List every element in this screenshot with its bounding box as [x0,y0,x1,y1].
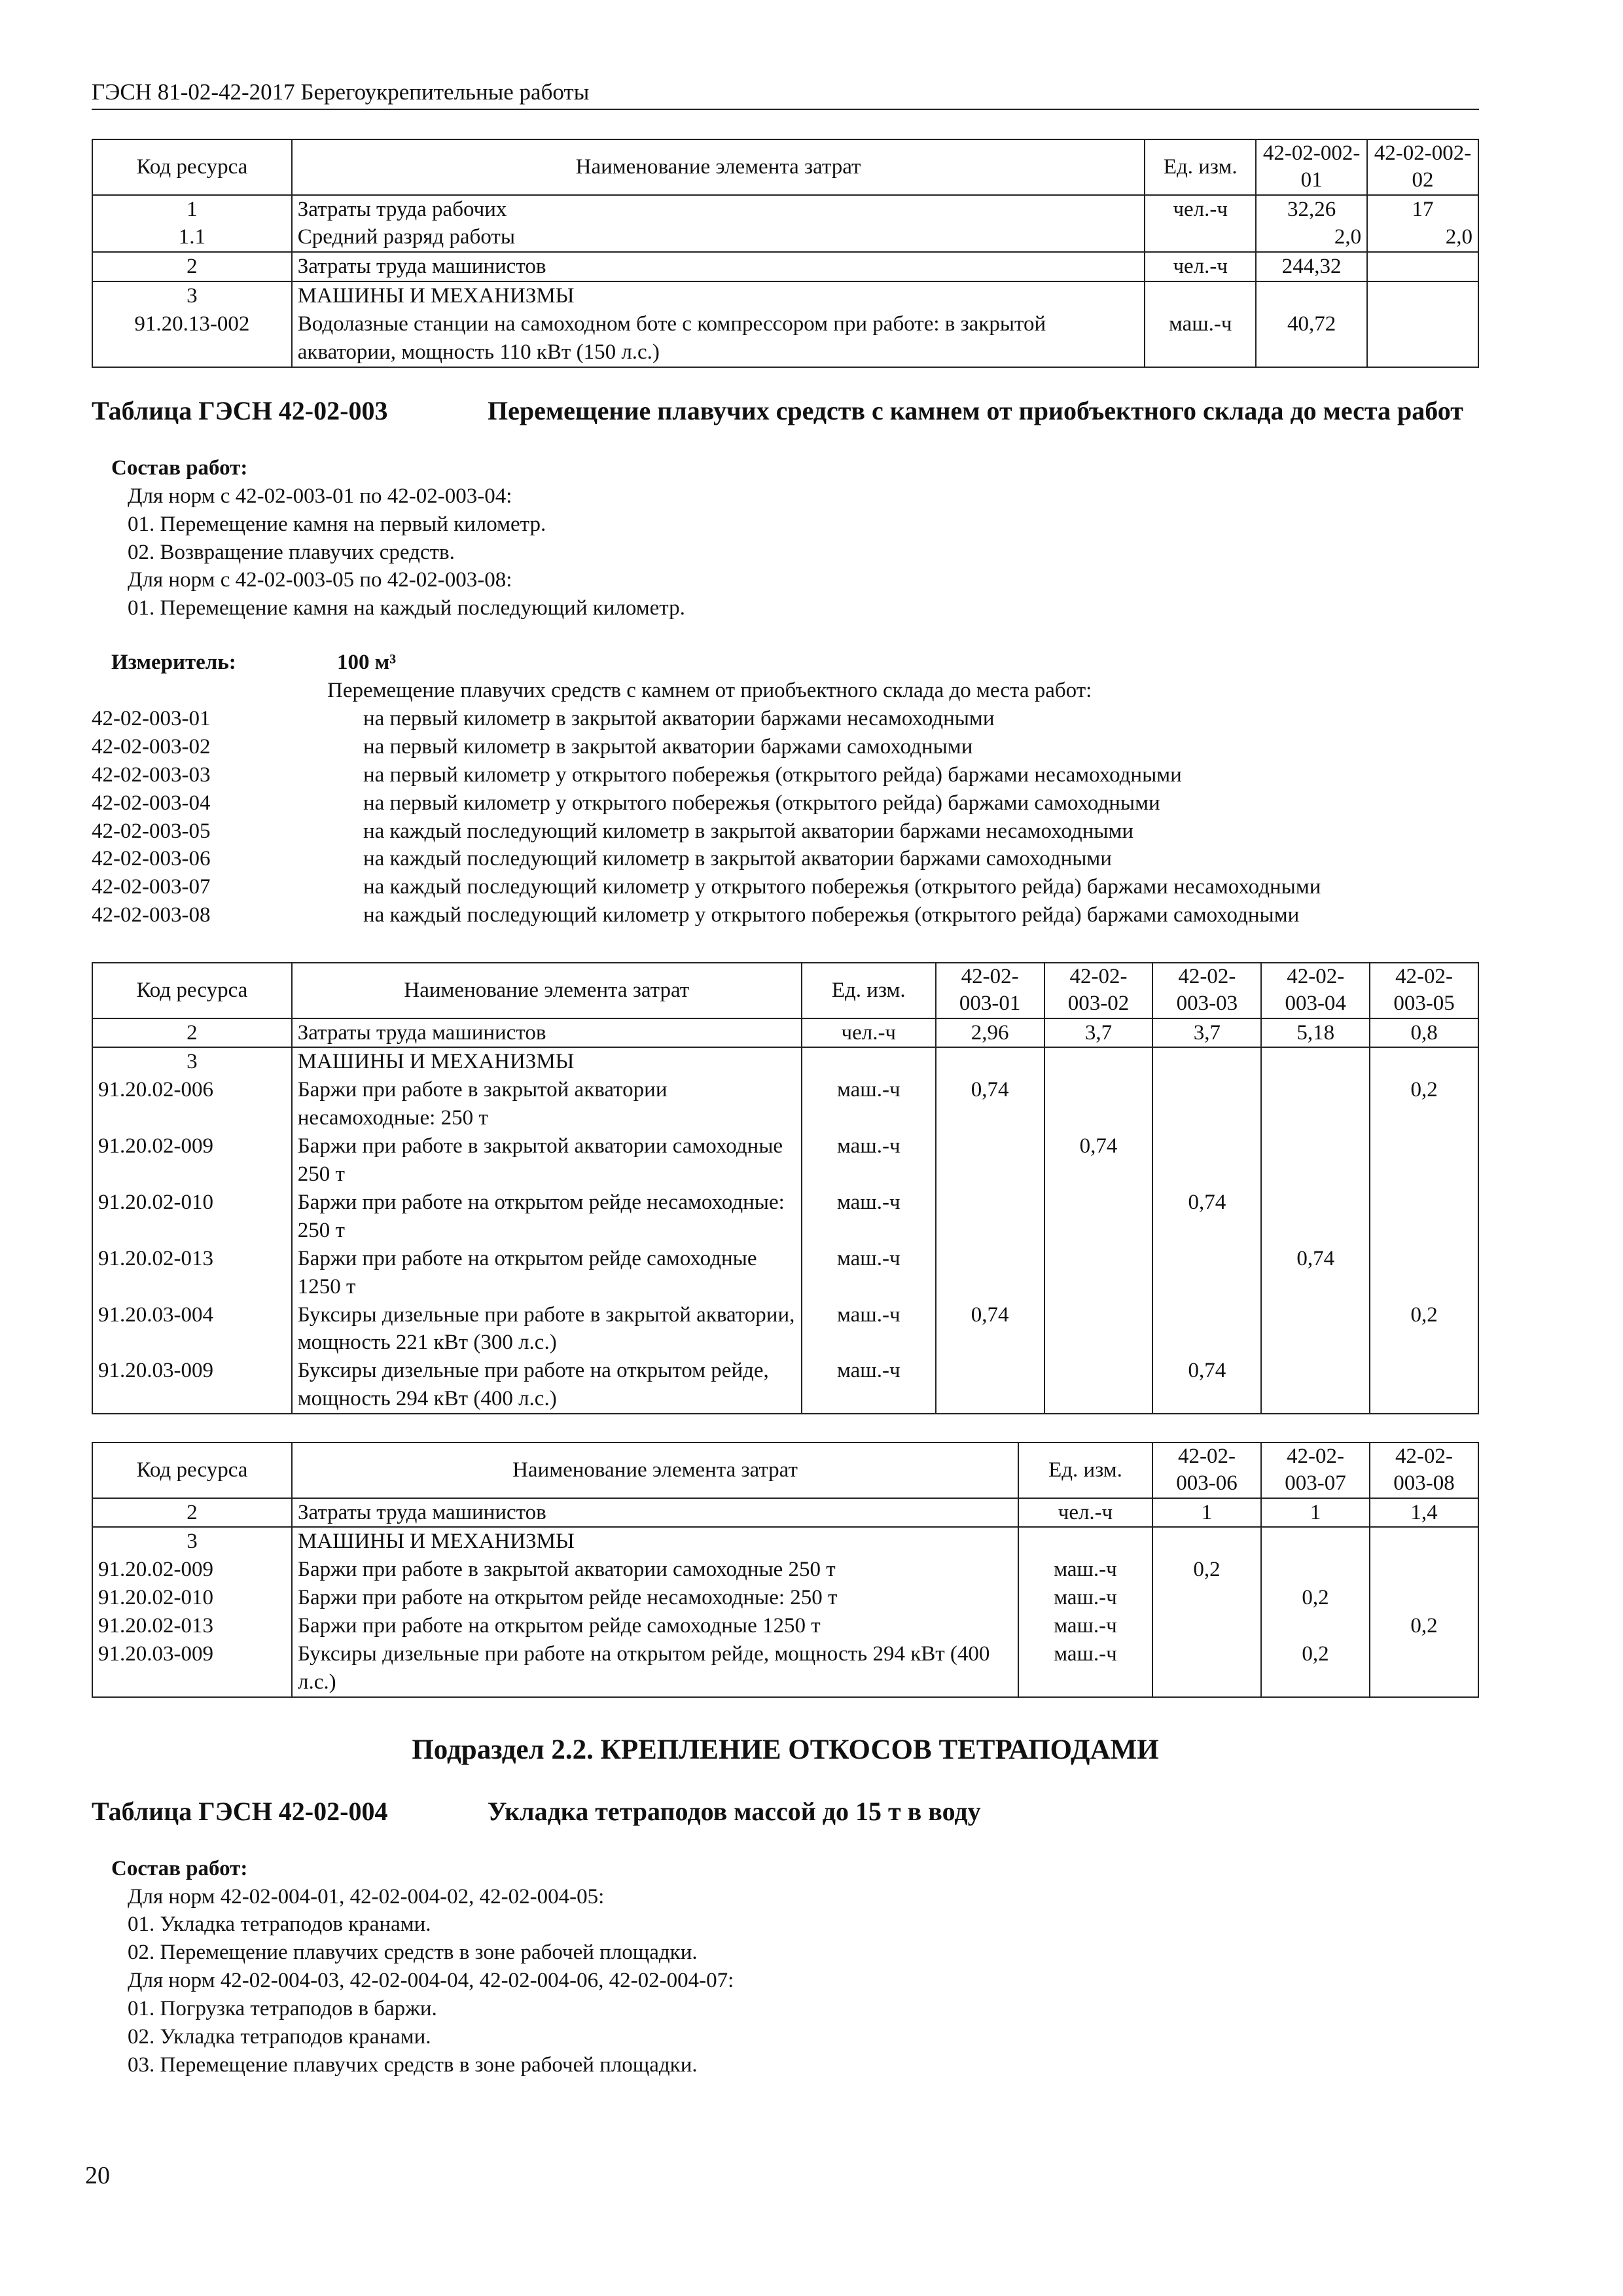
work-line: 02. Укладка тетраподов кранами. [128,2025,431,2049]
row-value: 0,74 [936,1301,1044,1357]
row-code: 91.20.02-009 [92,1556,292,1584]
row-code: 1 [92,195,292,224]
row-value: 1,4 [1370,1498,1478,1528]
row-code: 91.20.02-013 [92,1245,292,1301]
row-value: 0,2 [1370,1301,1478,1357]
meter-desc-row [92,677,1479,705]
row-name: Буксиры дизельные при работе в закрытой акватории, мощность 221 кВт (300 л.с.) [292,1301,802,1357]
row-value [1044,1245,1153,1301]
table-header-row [92,1443,1478,1498]
row-name: Затраты труда машинистов [292,252,1145,281]
header-norm: 42-02-003-01 [936,963,1044,1018]
row-value [1367,310,1478,367]
row-value [1370,1527,1478,1556]
row-value: 0,2 [1370,1612,1478,1640]
subsection-title: Подраздел 2.2. КРЕПЛЕНИЕ ОТКОСОВ ТЕТРАПОДАМИ [412,1734,1159,1765]
norm-code: 42-02-003-08 [92,903,211,927]
norm-item [92,789,1479,817]
row-unit: маш.-ч [802,1189,936,1245]
page-content [92,139,1479,2079]
row-code: 91.20.02-010 [92,1189,292,1245]
row-unit: маш.-ч [802,1245,936,1301]
table-row [92,1584,1478,1612]
work-heading: Состав работ: [111,456,248,480]
row-value: 0,74 [1152,1189,1261,1245]
row-unit [802,1047,936,1076]
norm-item [92,845,1479,873]
table-row [92,252,1478,281]
row-value [1261,1612,1370,1640]
row-value [1261,1527,1370,1556]
row-value: 0,74 [1261,1245,1370,1301]
table-42-02-003-b [92,1442,1479,1698]
header-norm: 42-02-003-04 [1261,963,1370,1018]
row-value [1370,1556,1478,1584]
row-unit [1145,223,1256,252]
row-code: 2 [92,1498,292,1528]
row-value: 2,0 [1367,223,1478,252]
table-row [92,1640,1478,1697]
table-row [92,1357,1478,1414]
row-name: МАШИНЫ И МЕХАНИЗМЫ [292,1047,802,1076]
row-code: 2 [92,252,292,281]
row-code: 2 [92,1018,292,1048]
row-value [1152,1132,1261,1189]
row-unit: маш.-ч [802,1301,936,1357]
row-value [936,1132,1044,1189]
row-code: 1.1 [92,223,292,252]
row-name: Баржи при работе в закрытой акватории самоходные 250 т [292,1132,802,1189]
row-name: Баржи при работе на открытом рейде самоходные 1250 т [292,1245,802,1301]
meter-label: Измеритель: [111,651,236,675]
work-line: Для норм с 42-02-003-01 по 42-02-003-04: [128,484,512,508]
row-value: 0,74 [1044,1132,1153,1189]
row-unit: маш.-ч [1145,310,1256,367]
row-value: 0,2 [1261,1584,1370,1612]
row-value: 3,7 [1152,1018,1261,1048]
row-name: Баржи при работе в закрытой акватории несамоходные: 250 т [292,1076,802,1132]
row-code: 91.20.02-010 [92,1584,292,1612]
row-value: 0,74 [936,1076,1044,1132]
row-value [1044,1357,1153,1414]
row-value: 0,8 [1370,1018,1478,1048]
table-row [92,1018,1478,1048]
row-value [1152,1527,1261,1556]
row-value [936,1357,1044,1414]
row-unit: маш.-ч [1018,1612,1152,1640]
row-value [1367,252,1478,281]
row-value [936,1245,1044,1301]
row-value [1370,1245,1478,1301]
running-header: ГЭСН 81-02-42-2017 Берегоукрепительные работы [92,77,1479,110]
norm-code: 42-02-003-05 [92,819,211,843]
row-name: Баржи при работе на открытом рейде несамоходные: 250 т [292,1584,1018,1612]
header-name: Наименование элемента затрат [292,1443,1018,1498]
row-value [1152,1047,1261,1076]
row-unit: маш.-ч [802,1132,936,1189]
norm-desc: на каждый последующий километр у открытого побережья (открытого рейда) баржами несамоходными [363,875,1321,899]
header-norm: 42-02-003-03 [1152,963,1261,1018]
row-value [1370,1640,1478,1697]
row-code: 3 [92,281,292,310]
row-value: 0,2 [1261,1640,1370,1697]
row-unit: маш.-ч [802,1076,936,1132]
row-unit [1018,1527,1152,1556]
row-name: Баржи при работе на открытом рейде самоходные 1250 т [292,1612,1018,1640]
table-label: Таблица ГЭСН 42-02-004 [92,1796,388,1826]
header-unit: Ед. изм. [1018,1443,1152,1498]
table-row [92,195,1478,224]
header-unit: Ед. изм. [802,963,936,1018]
row-value [936,1047,1044,1076]
row-value: 244,32 [1256,252,1367,281]
header-code: Код ресурса [92,1443,292,1498]
row-value: 17 [1367,195,1478,224]
row-unit: чел.-ч [1145,252,1256,281]
row-code: 91.20.03-009 [92,1640,292,1697]
work-composition [92,454,1479,622]
row-name: Затраты труда машинистов [292,1498,1018,1528]
row-value: 32,26 [1256,195,1367,224]
norm-item [92,761,1479,789]
norm-desc: на каждый последующий километр у открытого побережья (открытого рейда) баржами самоходными [363,903,1300,927]
meter-block [92,649,1479,929]
row-value [1152,1612,1261,1640]
page-number: 20 [85,2162,110,2189]
row-value [1152,1584,1261,1612]
row-value [1261,1132,1370,1189]
row-unit: чел.-ч [1145,195,1256,224]
table-row [92,310,1478,367]
table-row [92,1556,1478,1584]
table-title-42-02-003 [92,394,1479,428]
row-name: Баржи при работе в закрытой акватории самоходные 250 т [292,1556,1018,1584]
table-title-42-02-004 [92,1795,1479,1829]
header-norm: 42-02-002-01 [1256,139,1367,195]
work-line: 03. Перемещение плавучих средств в зоне рабочей площадки. [128,2053,698,2077]
work-line: 01. Укладка тетраподов кранами. [128,1912,431,1937]
norm-desc: на первый километр у открытого побережья (открытого рейда) баржами самоходными [363,791,1160,815]
row-value [1152,1640,1261,1697]
work-line: 02. Перемещение плавучих средств в зоне рабочей площадки. [128,1941,698,1965]
table-row [92,1612,1478,1640]
row-value: 0,2 [1152,1556,1261,1584]
row-value [1152,1301,1261,1357]
table-row [92,1189,1478,1245]
header-norm: 42-02-002-02 [1367,139,1478,195]
meter-row [92,649,1479,677]
norm-code: 42-02-003-06 [92,847,211,871]
header-norm: 42-02-003-08 [1370,1443,1478,1498]
row-name: Затраты труда рабочих [292,195,1145,224]
row-code: 91.20.13-002 [92,310,292,367]
norm-item [92,733,1479,761]
work-heading: Состав работ: [111,1856,248,1880]
row-value [1044,1047,1153,1076]
norm-code: 42-02-003-07 [92,875,211,899]
row-name: Средний разряд работы [292,223,1145,252]
header-norm: 42-02-003-05 [1370,963,1478,1018]
header-code: Код ресурса [92,963,292,1018]
row-code: 91.20.03-004 [92,1301,292,1357]
meter-value: 100 м³ [337,651,397,675]
row-value [1044,1076,1153,1132]
norm-item [92,901,1479,929]
row-unit: маш.-ч [802,1357,936,1414]
row-unit: чел.-ч [802,1018,936,1048]
table-row [92,1076,1478,1132]
row-name: МАШИНЫ И МЕХАНИЗМЫ [292,1527,1018,1556]
table-42-02-003-a [92,962,1479,1414]
table-label: Таблица ГЭСН 42-02-003 [92,395,388,425]
row-value [1367,281,1478,310]
header-norm: 42-02-003-07 [1261,1443,1370,1498]
row-value: 2,0 [1256,223,1367,252]
row-value [1370,1189,1478,1245]
row-value: 40,72 [1256,310,1367,367]
row-unit: маш.-ч [1018,1556,1152,1584]
row-value [1044,1189,1153,1245]
row-name: МАШИНЫ И МЕХАНИЗМЫ [292,281,1145,310]
row-value: 1 [1152,1498,1261,1528]
header-norm: 42-02-003-06 [1152,1443,1261,1498]
row-value: 1 [1261,1498,1370,1528]
row-value [1152,1245,1261,1301]
row-name: Баржи при работе на открытом рейде несамоходные: 250 т [292,1189,802,1245]
norm-desc: на первый километр у открытого побережья (открытого рейда) баржами несамоходными [363,762,1182,787]
work-composition-004 [92,1855,1479,2079]
row-name: Буксиры дизельные при работе на открытом рейде, мощность 294 кВт (400 л.с.) [292,1640,1018,1697]
norm-item [92,705,1479,733]
row-code: 91.20.02-013 [92,1612,292,1640]
norm-desc: на каждый последующий километр в закрытой акватории баржами самоходными [363,847,1112,871]
row-code: 91.20.02-006 [92,1076,292,1132]
row-value: 0,74 [1152,1357,1261,1414]
header-unit: Ед. изм. [1145,139,1256,195]
row-value [1261,1301,1370,1357]
table-row [92,1047,1478,1076]
row-value [1044,1301,1153,1357]
table-row [92,1498,1478,1528]
row-unit: чел.-ч [1018,1498,1152,1528]
header-norm: 42-02-003-02 [1044,963,1153,1018]
row-value: 5,18 [1261,1018,1370,1048]
norm-code: 42-02-003-04 [92,791,211,815]
norm-code: 42-02-003-02 [92,734,211,759]
norm-desc: на первый километр в закрытой акватории баржами самоходными [363,734,973,759]
work-line: Для норм с 42-02-003-05 по 42-02-003-08: [128,568,512,592]
table-row [92,223,1478,252]
norm-desc: на первый километр в закрытой акватории баржами несамоходными [363,706,995,730]
table-header-row [92,139,1478,195]
row-value [1370,1047,1478,1076]
row-name: Буксиры дизельные при работе на открытом рейде, мощность 294 кВт (400 л.с.) [292,1357,802,1414]
table-42-02-002 [92,139,1479,368]
row-value [1256,281,1367,310]
table-row [92,1301,1478,1357]
row-value [1261,1189,1370,1245]
work-line: 01. Погрузка тетраподов в баржи. [128,1997,437,2021]
table-row [92,281,1478,310]
row-code: 3 [92,1527,292,1556]
row-unit: маш.-ч [1018,1640,1152,1697]
table-name: Укладка тетраподов массой до 15 т в воду [488,1796,981,1826]
row-value [1261,1357,1370,1414]
norm-item [92,817,1479,846]
header-name: Наименование элемента затрат [292,139,1145,195]
table-row [92,1527,1478,1556]
row-value [1261,1047,1370,1076]
norm-desc: на каждый последующий километр в закрытой акватории баржами несамоходными [363,819,1134,843]
work-line: Для норм 42-02-004-01, 42-02-004-02, 42-02-004-05: [128,1884,605,1909]
table-row [92,1245,1478,1301]
norm-item [92,873,1479,901]
row-value [936,1189,1044,1245]
row-unit [1145,281,1256,310]
meter-desc: Перемещение плавучих средств с камнем от приобъектного склада до места работ: [327,679,1092,703]
row-name: Водолазные станции на самоходном боте с компрессором при работе: в закрытой акватории, мощность 110 кВт (150 л.с.) [292,310,1145,367]
table-row [92,1132,1478,1189]
row-name: Затраты труда машинистов [292,1018,802,1048]
row-value [1370,1357,1478,1414]
norm-code: 42-02-003-03 [92,762,211,787]
header-code: Код ресурса [92,139,292,195]
row-value [1261,1556,1370,1584]
row-value: 3,7 [1044,1018,1153,1048]
work-line: 01. Перемещение камня на каждый последующий километр. [128,596,685,620]
table-header-row [92,963,1478,1018]
row-value: 2,96 [936,1018,1044,1048]
row-unit: маш.-ч [1018,1584,1152,1612]
norm-code: 42-02-003-01 [92,706,211,730]
row-value [1370,1132,1478,1189]
header-name: Наименование элемента затрат [292,963,802,1018]
work-line: Для норм 42-02-004-03, 42-02-004-04, 42-02-004-06, 42-02-004-07: [128,1969,734,1993]
row-value [1370,1584,1478,1612]
work-line: 02. Возвращение плавучих средств. [128,540,455,564]
table-name: Перемещение плавучих средств с камнем от приобъектного склада до места работ [488,395,1463,425]
row-code: 91.20.03-009 [92,1357,292,1414]
row-value: 0,2 [1370,1076,1478,1132]
row-code: 91.20.02-009 [92,1132,292,1189]
row-value [1152,1076,1261,1132]
row-code: 3 [92,1047,292,1076]
row-value [1261,1076,1370,1132]
spacer [92,677,327,705]
work-line: 01. Перемещение камня на первый километр. [128,512,546,536]
